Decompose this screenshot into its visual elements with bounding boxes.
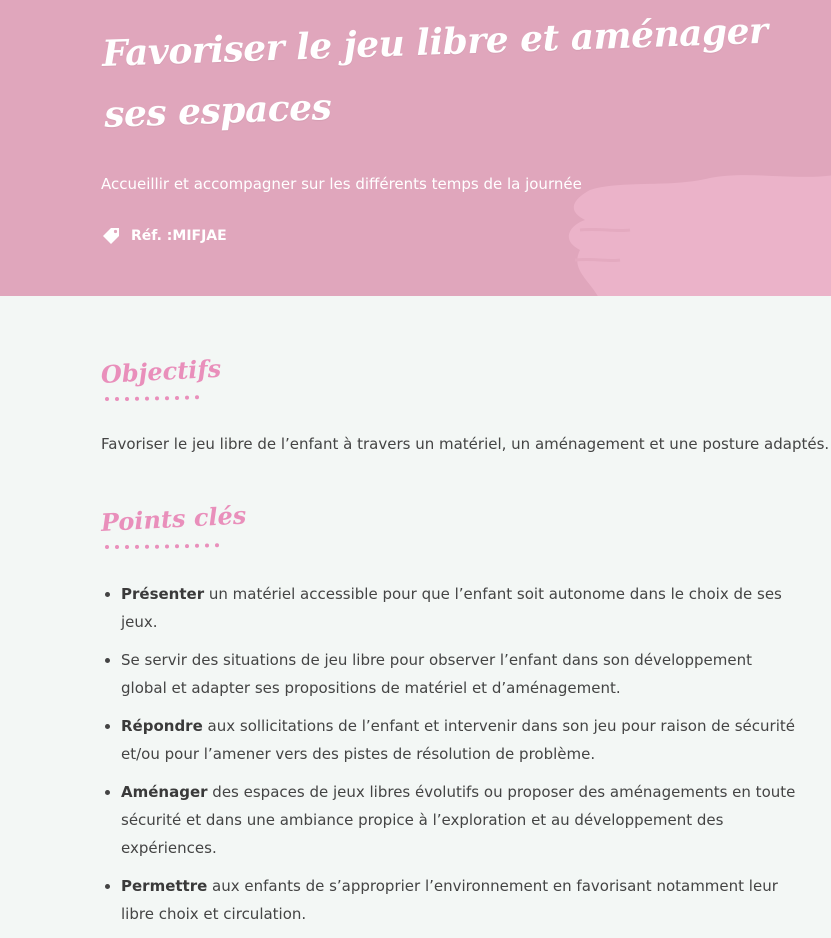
list-item-keyword: Présenter <box>121 585 205 603</box>
list-item <box>101 872 801 928</box>
page-subtitle: Accueillir et accompagner sur les différents temps de la journée <box>101 175 582 193</box>
list-item-text: des espaces de jeux libres évolutifs ou proposer des aménagements en toute sécurité et dans une ambiance propice à l’exploration et au développement des expériences. <box>121 783 796 857</box>
list-item-keyword: Répondre <box>121 717 203 735</box>
objectifs-text: Favoriser le jeu libre de l’enfant à travers un matériel, un aménagement et une posture adaptés. <box>101 435 830 453</box>
list-item-text: aux sollicitations de l’enfant et intervenir dans son jeu pour raison de sécurité et/ou pour l’amener vers des pistes de résolution de problème. <box>121 717 795 763</box>
points-cles-heading: Points clés <box>100 500 247 537</box>
reference-text: Réf. :MIFJAE <box>131 228 227 244</box>
dotted-underline-decoration <box>101 394 201 402</box>
list-item <box>101 712 801 768</box>
points-cles-heading-block <box>100 500 247 550</box>
list-item <box>101 778 801 862</box>
hero-banner <box>0 0 831 296</box>
dotted-underline-decoration <box>101 542 226 550</box>
points-cles-list <box>101 580 801 938</box>
tag-icon <box>101 226 121 246</box>
objectifs-heading-block <box>100 353 222 402</box>
list-item <box>101 580 801 636</box>
page-title: Favoriser le jeu libre et aménager ses espaces <box>101 9 769 136</box>
brush-stroke-decoration <box>560 170 831 296</box>
list-item-text: aux enfants de s’approprier l’environnement en favorisant notamment leur libre choix et circulation. <box>121 877 778 923</box>
list-item-text: Se servir des situations de jeu libre pour observer l’enfant dans son développement global et adapter ses propositions de matériel et d’aménagement. <box>121 651 752 697</box>
list-item-keyword: Permettre <box>121 877 208 895</box>
list-item-keyword: Aménager <box>121 783 208 801</box>
list-item-text: un matériel accessible pour que l’enfant soit autonome dans le choix de ses jeux. <box>121 585 782 631</box>
objectifs-heading: Objectifs <box>100 353 222 389</box>
list-item <box>101 646 801 702</box>
reference-badge <box>101 226 227 246</box>
